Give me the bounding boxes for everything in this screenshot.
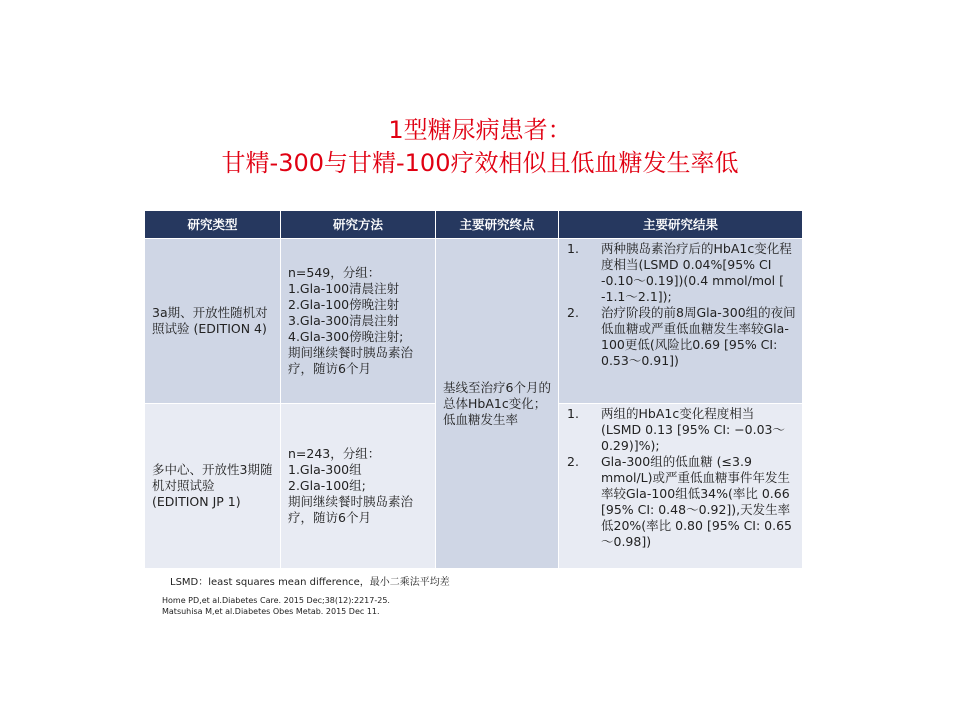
header-study-type: 研究类型: [145, 211, 281, 239]
result-item: [563, 406, 796, 454]
result-number: 2.: [567, 454, 579, 469]
result-item: [563, 241, 796, 305]
study-method-cell: n=549，分组： 1.Gla-100清晨注射 2.Gla-100傍晚注射 3.Gla-300清晨注射 4.Gla-300傍晚注射; 期间继续餐时胰岛素治疗，随访6个月: [281, 239, 436, 404]
header-study-method: 研究方法: [281, 211, 436, 239]
header-primary-results: 主要研究结果: [559, 211, 803, 239]
reference-2: Matsuhisa M,et al.Diabetes Obes Metab. 2015 Dec 11.: [162, 607, 380, 616]
result-item: [563, 305, 796, 369]
slide-title-line2: 甘精-300与甘精-100疗效相似且低血糖发生率低: [221, 149, 739, 177]
study-table: [144, 210, 803, 569]
study-type-cell: 3a期、开放性随机对照试验 (EDITION 4): [145, 239, 281, 404]
table-header-row: [145, 211, 803, 239]
study-method-cell: n=243，分组： 1.Gla-300组 2.Gla-100组; 期间继续餐时胰岛素治疗，随访6个月: [281, 404, 436, 569]
result-number: 1.: [567, 406, 579, 421]
slide-title-line1: 1型糖尿病患者：: [388, 116, 572, 144]
table-row: [145, 239, 803, 404]
result-item: [563, 454, 796, 550]
result-text: 两组的HbA1c变化程度相当 (LSMD 0.13 [95% CI: −0.03～0.29)]%);: [601, 406, 786, 453]
result-text: 两种胰岛素治疗后的HbA1c变化程度相当(LSMD 0.04%[95% CI -0.10～0.19])(0.4 mmol/mol [ -1.1～2.1]);: [601, 241, 792, 304]
result-number: 2.: [567, 305, 579, 320]
result-text: 治疗阶段的前8周Gla-300组的夜间低血糖或严重低血糖发生率较Gla-100更低(风险比0.69 [95% CI: 0.53～0.91]): [601, 305, 796, 368]
study-results-cell: [559, 404, 803, 569]
study-type-cell: 多中心、开放性3期随机对照试验 (EDITION JP 1): [145, 404, 281, 569]
primary-endpoint-cell: 基线至治疗6个月的总体HbA1c变化；低血糖发生率: [436, 239, 559, 569]
reference-1: Home PD,et al.Diabetes Care. 2015 Dec;38(12):2217-25.: [162, 596, 390, 605]
header-primary-endpoint: 主要研究终点: [436, 211, 559, 239]
study-results-cell: [559, 239, 803, 404]
result-text: Gla-300组的低血糖 (≤3.9 mmol/L)或严重低血糖事件年发生率较Gla-100组低34%(率比 0.66 [95% CI: 0.48～0.92]),天发生率低20%(率比 0.80 [95% CI: 0.65～0.98]): [601, 454, 793, 549]
result-number: 1.: [567, 241, 579, 256]
abbreviation-note: LSMD：least squares mean difference，最小二乘法平均差: [170, 577, 450, 588]
